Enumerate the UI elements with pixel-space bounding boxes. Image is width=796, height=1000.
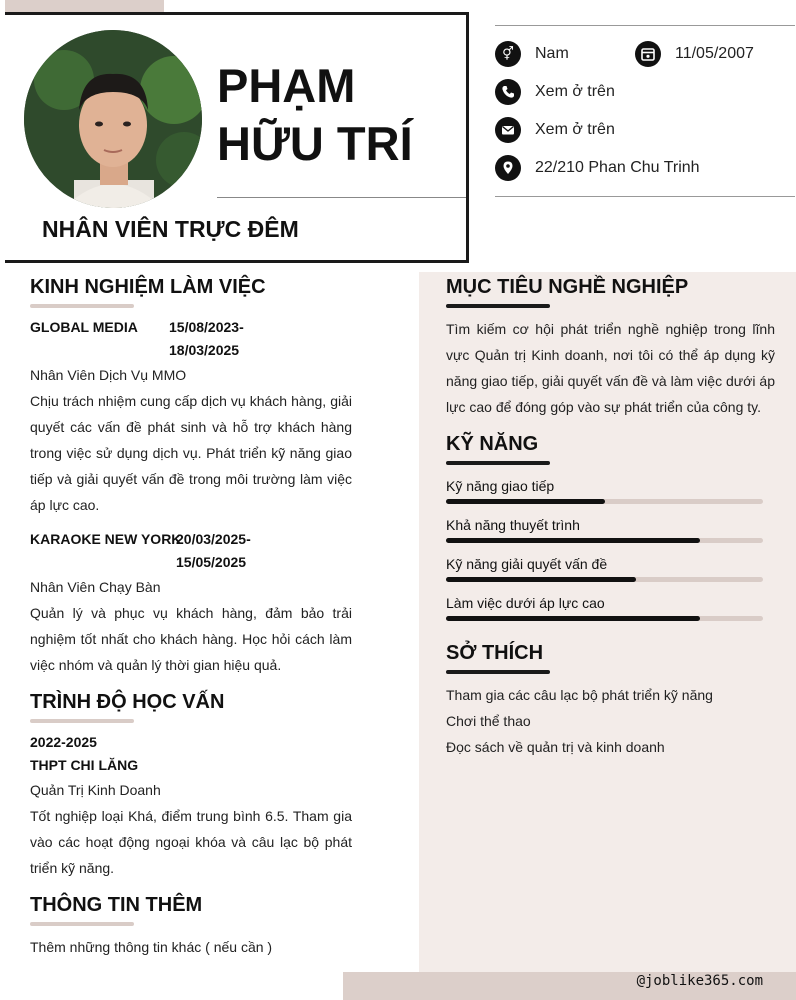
skill-bar — [446, 538, 763, 543]
email-icon — [495, 117, 521, 143]
skill-label: Khả năng thuyết trình — [446, 517, 580, 533]
contact-email-value: Xem ở trên — [535, 121, 615, 138]
contact-gender-value: Nam — [535, 45, 569, 62]
skill-bar — [446, 577, 763, 582]
education-underline — [30, 719, 134, 723]
contact-address-value: 22/210 Phan Chu Trinh — [535, 159, 700, 176]
contact-gender — [495, 41, 569, 67]
objective-text: Tìm kiếm cơ hội phát triển nghề nghiệp trong lĩnh vực Quản trị Kinh doanh, nơi tôi có thể áp dụng kỹ năng giao tiếp, giải quyết vấn đề và làm việc dưới áp lực cao để đóng góp vào sự phát triển của công ty. — [446, 321, 775, 415]
experience-description-2: Quản lý và phục vụ khách hàng, đảm bảo trải nghiệm tốt nhất cho khách hàng. Học hỏi cách làm việc nhóm và quản lý thời gian hiệu quả. — [30, 605, 352, 673]
contact-address — [495, 155, 700, 181]
experience-date-1-end: 18/03/2025 — [169, 342, 240, 358]
footer-watermark: @joblike365.com — [636, 973, 763, 989]
contact-birthdate-value: 11/05/2007 — [675, 45, 754, 62]
objective-underline — [446, 304, 550, 308]
skill-bar-fill — [446, 538, 700, 543]
additional-title: THÔNG TIN THÊM — [30, 894, 203, 916]
experience-underline — [30, 304, 134, 308]
education-description: Tốt nghiệp loại Khá, điểm trung bình 6.5. Tham gia vào các hoạt động ngoại khóa và câu lạc bộ phát triển kỹ năng. — [30, 808, 352, 876]
experience-title: KINH NGHIỆM LÀM VIỆC — [30, 276, 266, 298]
experience-date-2 — [176, 528, 251, 574]
gender-icon: ⚥ — [495, 41, 521, 67]
experience-description-1: Chịu trách nhiệm cung cấp dịch vụ khách hàng, giải quyết các vấn đề phát sinh và hỗ trợ khách hàng trong việc sử dụng dịch vụ. Phát triển kỹ năng giao tiếp và giải quyết vấn đề trong môi trường làm việc áp lực cao. — [30, 393, 352, 513]
phone-icon — [495, 79, 521, 105]
contact-birthdate — [635, 41, 754, 67]
experience-position-1: Nhân Viên Dịch Vụ MMO — [30, 367, 187, 383]
candidate-name — [217, 57, 413, 173]
hobby-item: Tham gia các câu lạc bộ phát triển kỹ năng — [446, 687, 713, 703]
hobbies-underline — [446, 670, 550, 674]
candidate-name-line2: HỮU TRÍ — [217, 117, 413, 170]
experience-company-2: KARAOKE NEW YORK — [30, 531, 182, 547]
location-icon — [495, 155, 521, 181]
experience-date-2-end: 15/05/2025 — [176, 554, 247, 570]
education-school: THPT CHI LĂNG — [30, 757, 139, 773]
skill-bar-fill — [446, 499, 605, 504]
experience-company-1: GLOBAL MEDIA — [30, 319, 138, 335]
education-years: 2022-2025 — [30, 734, 97, 750]
calendar-icon — [635, 41, 661, 67]
additional-underline — [30, 922, 134, 926]
avatar — [24, 30, 202, 208]
skill-bar-fill — [446, 577, 636, 582]
contact-email — [495, 117, 615, 143]
header-divider — [217, 197, 466, 198]
skill-bar — [446, 616, 763, 621]
contact-bottom-divider — [495, 196, 795, 197]
experience-date-1 — [169, 316, 244, 362]
contact-top-divider — [495, 25, 795, 26]
skill-label: Kỹ năng giải quyết vấn đề — [446, 556, 608, 572]
skill-bar-fill — [446, 616, 700, 621]
objective-title: MỤC TIÊU NGHỀ NGHIỆP — [446, 276, 689, 298]
hobby-item: Chơi thể thao — [446, 713, 531, 729]
contact-phone — [495, 79, 615, 105]
experience-date-1-start: 15/08/2023- — [169, 319, 244, 335]
job-title: NHÂN VIÊN TRỰC ĐÊM — [42, 216, 299, 242]
skill-bar — [446, 499, 763, 504]
experience-position-2: Nhân Viên Chạy Bàn — [30, 579, 161, 595]
additional-text: Thêm những thông tin khác ( nếu cần ) — [30, 939, 273, 955]
education-major: Quản Trị Kinh Doanh — [30, 782, 161, 798]
hobbies-title: SỞ THÍCH — [446, 642, 544, 664]
experience-date-2-start: 20/03/2025- — [176, 531, 251, 547]
skills-title: KỸ NĂNG — [446, 433, 539, 455]
candidate-name-line1: PHẠM — [217, 59, 356, 112]
skill-label: Làm việc dưới áp lực cao — [446, 595, 605, 611]
contact-phone-value: Xem ở trên — [535, 83, 615, 100]
education-title: TRÌNH ĐỘ HỌC VẤN — [30, 691, 225, 713]
skill-label: Kỹ năng giao tiếp — [446, 478, 555, 494]
skills-underline — [446, 461, 550, 465]
hobby-item: Đọc sách về quản trị và kinh doanh — [446, 739, 665, 755]
